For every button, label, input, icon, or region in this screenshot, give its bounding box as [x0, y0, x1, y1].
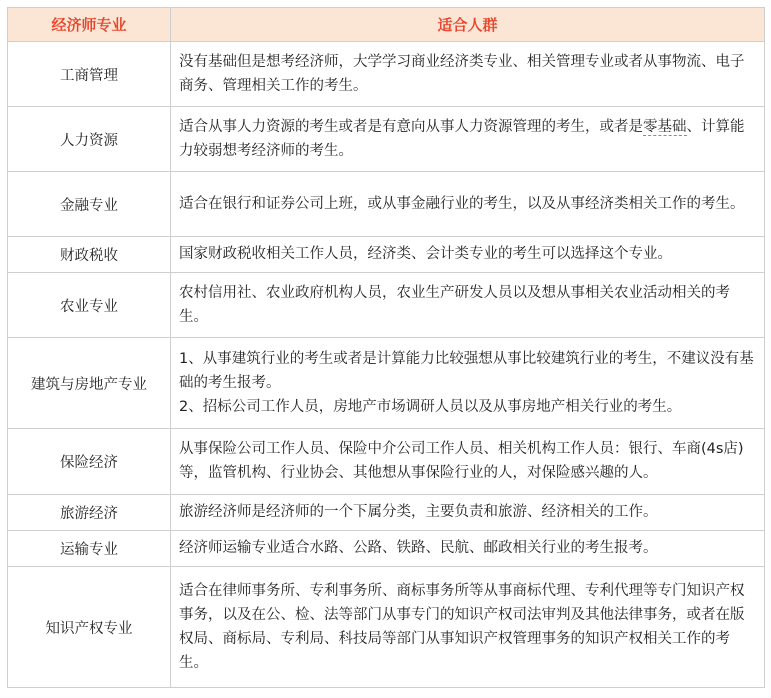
major-cell: 工商管理 [8, 42, 171, 107]
audience-cell [171, 495, 765, 531]
audience-text: 旅游经济师是经济师的一个下属分类，主要负责和旅游、经济相关的工作。 [179, 504, 658, 520]
table-row [8, 338, 765, 429]
audience-cell [171, 567, 765, 688]
audience-text: 没有基础但是想考经济师，大学学习商业经济类专业、相关管理专业或者从事物流、电子商务、管理相关工作的考生。 [179, 53, 745, 94]
audience-text: 从事保险公司工作人员、保险中介公司工作人员、相关机构工作人员：银行、车商(4s店)等，监管机构、行业协会、其他想从事保险行业的人，对保险感兴趣的人。 [179, 441, 744, 481]
audience-cell [171, 429, 765, 495]
audience-cell [171, 531, 765, 567]
audience-cell [171, 42, 765, 107]
table-row [8, 107, 765, 172]
audience-text: 农村信用社、农业政府机构人员，农业生产研发人员以及想从事相关农业活动相关的考生。 [179, 284, 730, 325]
audience-cell [171, 273, 765, 338]
major-cell: 人力资源 [8, 107, 171, 172]
table-row [8, 237, 765, 273]
table-row [8, 273, 765, 338]
table-row [8, 495, 765, 531]
audience-text [179, 115, 758, 163]
audience-cell [171, 172, 765, 237]
header-audience: 适合人群 [171, 8, 765, 42]
audience-text-part: 、计算能力较弱想考经济师的考生。 [179, 118, 745, 159]
audience-cell [171, 338, 765, 429]
table-row [8, 531, 765, 567]
header-major: 经济师专业 [8, 8, 171, 42]
major-cell: 金融专业 [8, 172, 171, 237]
audience-text: 经济师运输专业适合水路、公路、铁路、民航、邮政相关行业的考生报考。 [179, 540, 658, 556]
major-cell: 财政税收 [8, 237, 171, 273]
audience-cell [171, 107, 765, 172]
audience-cell [171, 237, 765, 273]
audience-text: 2、招标公司工作人员，房地产市场调研人员以及从事房地产相关行业的考生。 [179, 398, 682, 415]
underlined-term: 零基础 [643, 118, 687, 135]
major-cell: 保险经济 [8, 429, 171, 495]
audience-text-part: 适合从事人力资源的考生或者是有意向从事人力资源管理的考生，或者是 [179, 118, 643, 135]
major-cell: 知识产权专业 [8, 567, 171, 688]
audience-text: 1、从事建筑行业的考生或者是计算能力比较强想从事比较建筑行业的考生，不建议没有基础的考生报考。 [179, 350, 754, 391]
audience-text: 国家财政税收相关工作人员，经济类、会计类专业的考生可以选择这个专业。 [179, 246, 672, 262]
table-row [8, 567, 765, 688]
audience-text: 适合在律师事务所、专利事务所、商标事务所等从事商标代理、专利代理等专门知识产权事务，以及在公、检、法等部门从事专门的知识产权司法审判及其他法律事务，或者在版权局、商标局、专利局、科技局等部门从事知识产权管理事务的知识产权相关工作的考生。 [179, 582, 745, 671]
table-row [8, 172, 765, 237]
table-row [8, 42, 765, 107]
majors-table [7, 7, 765, 688]
table-row [8, 429, 765, 495]
major-cell: 旅游经济 [8, 495, 171, 531]
major-cell: 建筑与房地产专业 [8, 338, 171, 429]
major-cell: 运输专业 [8, 531, 171, 567]
header-row [8, 8, 765, 42]
major-cell: 农业专业 [8, 273, 171, 338]
audience-text: 适合在银行和证券公司上班，或从事金融行业的考生，以及从事经济类相关工作的考生。 [179, 195, 745, 212]
